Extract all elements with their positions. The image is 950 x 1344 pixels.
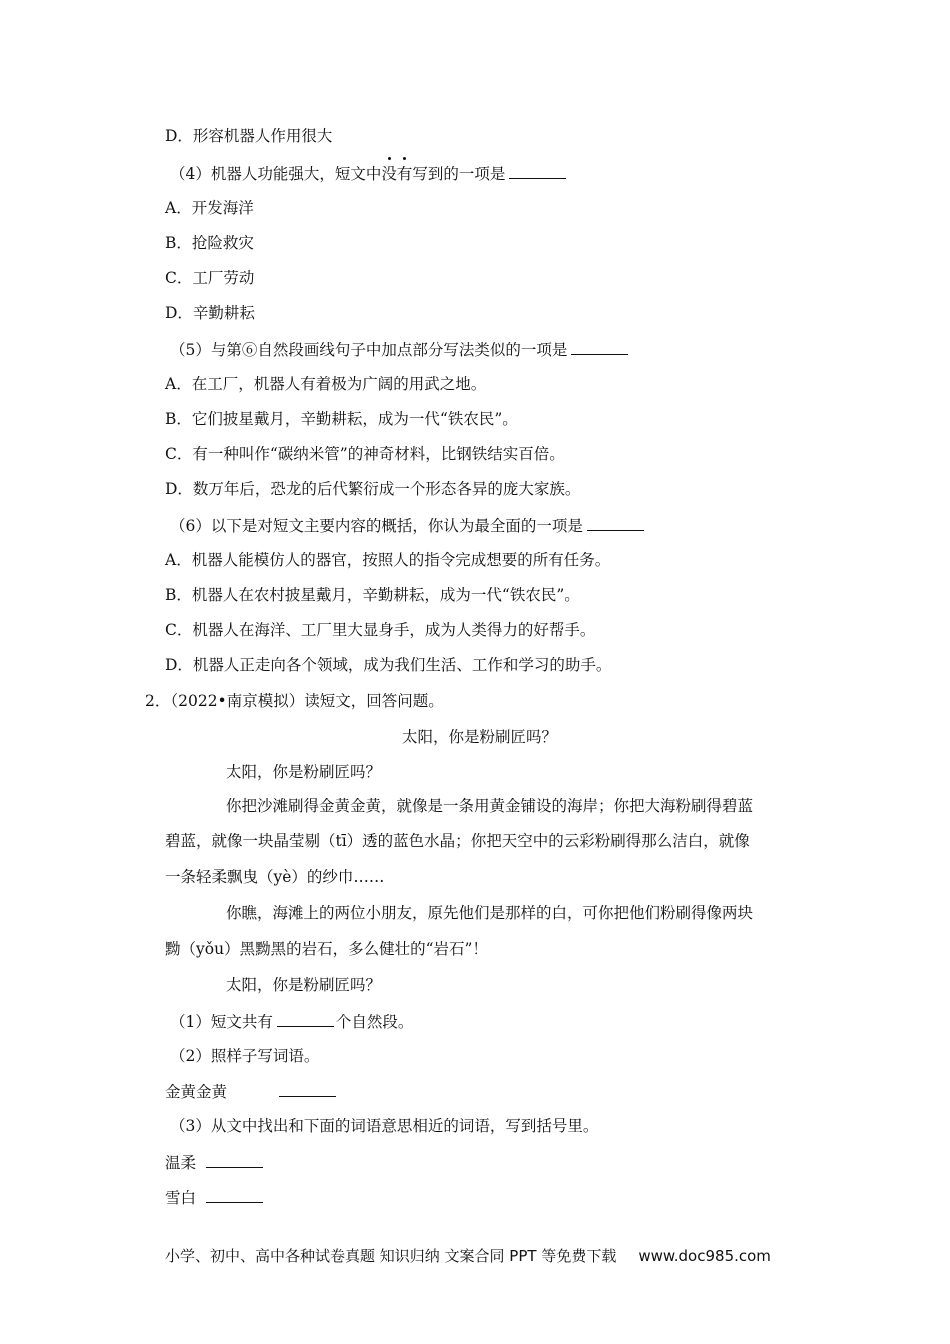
passage-line: 碧蓝，就像一块晶莹剔（tī）透的蓝色水晶；你把天空中的云彩粉刷得那么洁白，就像 <box>165 832 750 850</box>
prompt-word: 雪白 <box>165 1189 197 1207</box>
q4-stem-text: 写到的一项是 <box>412 165 506 183</box>
answer-blank[interactable] <box>277 1011 334 1027</box>
q4-option: D．辛勤耕耘 <box>165 304 255 322</box>
answer-blank[interactable] <box>279 1081 336 1097</box>
q3-option-d: D．形容机器人作用很大 <box>165 127 333 145</box>
q2-sub1 <box>170 1011 413 1032</box>
example-word: 金黄金黄 <box>165 1083 228 1101</box>
passage-paragraph: 你瞧，海滩上的两位小朋友，原先他们是那样的白，可你把他们粉刷得像两块 <box>226 904 754 922</box>
q4-option: C．工厂劳动 <box>165 269 255 287</box>
q5-stem <box>170 339 628 360</box>
q2-header: 2．（2022•南京模拟）读短文，回答问题。 <box>145 692 444 710</box>
emphasis-dot-char: 没 <box>381 165 397 183</box>
q2-sub3: （3）从文中找出和下面的词语意思相近的词语，写到括号里。 <box>170 1117 599 1135</box>
answer-blank[interactable] <box>206 1187 263 1203</box>
q5-option: B．它们披星戴月，辛勤耕耘，成为一代“铁农民”。 <box>165 410 518 428</box>
passage-line: 黝（yǒu）黑黝黑的岩石，多么健壮的“岩石”！ <box>165 940 488 958</box>
q5-stem-text: （5）与第⑥自然段画线句子中加点部分写法类似的一项是 <box>170 341 568 359</box>
q4-option: B．抢险救灾 <box>165 234 254 252</box>
passage-paragraph: 太阳，你是粉刷匠吗？ <box>226 976 382 994</box>
q4-stem-text: （4）机器人功能强大，短文中 <box>170 165 382 183</box>
q2-sub3-word <box>165 1152 263 1173</box>
answer-blank[interactable] <box>571 339 628 355</box>
emphasis-dot-char: 有 <box>396 165 413 183</box>
answer-blank[interactable] <box>206 1152 263 1168</box>
passage-title: 太阳，你是粉刷匠吗？ <box>402 728 558 746</box>
q2-sub1-text: 个自然段。 <box>335 1013 414 1031</box>
footer-text: 小学、初中、高中各种试卷真题 知识归纳 文案合同 PPT 等免费下载 <box>165 1247 617 1265</box>
q2-sub3-word <box>165 1187 263 1208</box>
q6-option: C．机器人在海洋、工厂里大显身手，成为人类得力的好帮手。 <box>165 621 596 639</box>
answer-blank[interactable] <box>587 515 644 531</box>
passage-line: 一条轻柔飘曳（yè）的纱巾…… <box>165 868 385 886</box>
answer-blank[interactable] <box>509 163 566 179</box>
q2-sub2-example <box>165 1081 336 1102</box>
q6-option: D．机器人正走向各个领域，成为我们生活、工作和学习的助手。 <box>165 656 612 674</box>
q2-sub2: （2）照样子写词语。 <box>170 1047 320 1065</box>
q6-stem <box>170 515 644 536</box>
q5-option: C．有一种叫作“碳纳米管”的神奇材料，比钢铁结实百倍。 <box>165 445 565 463</box>
prompt-word: 温柔 <box>165 1154 197 1172</box>
q4-option: A．开发海洋 <box>165 199 254 217</box>
page-footer <box>165 1245 771 1266</box>
q6-stem-text: （6）以下是对短文主要内容的概括，你认为最全面的一项是 <box>170 517 583 535</box>
q2-sub1-text: （1）短文共有 <box>170 1013 273 1031</box>
q6-option: B．机器人在农村披星戴月，辛勤耕耘，成为一代“铁农民”。 <box>165 586 580 604</box>
footer-link[interactable]: www.doc985.com <box>638 1247 771 1265</box>
q5-option: A．在工厂，机器人有着极为广阔的用武之地。 <box>165 375 487 393</box>
passage-paragraph: 你把沙滩刷得金黄金黄，就像是一条用黄金铺设的海岸；你把大海粉刷得碧蓝 <box>226 797 754 815</box>
q4-stem <box>170 163 566 184</box>
q6-option: A．机器人能模仿人的器官，按照人的指令完成想要的所有任务。 <box>165 551 611 569</box>
passage-paragraph: 太阳，你是粉刷匠吗？ <box>226 763 382 781</box>
q5-option: D．数万年后，恐龙的后代繁衍成一个形态各异的庞大家族。 <box>165 480 581 498</box>
